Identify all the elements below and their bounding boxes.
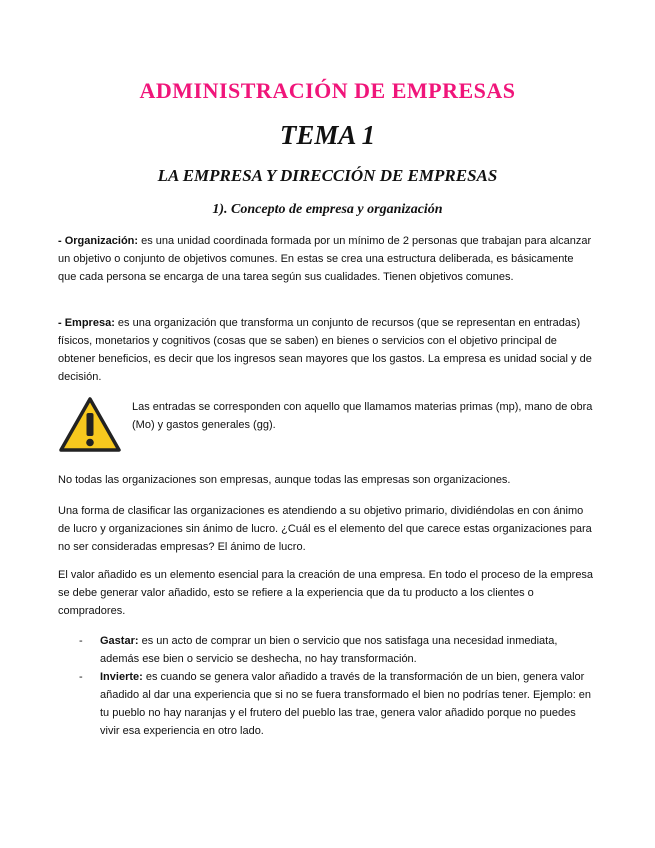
organizacion-paragraph [58, 232, 594, 286]
paragraph-clasificacion: Una forma de clasificar las organizaciones es atendiendo a su objetivo primario, dividiéndolas en con ánimo de lucro y organizaciones sin ánimo de lucro. ¿Cuál es el elemento del que carece estas organizaciones para no ser consideradas empresas? El ánimo de lucro. [58, 505, 592, 553]
document-title: ADMINISTRACIÓN DE EMPRESAS [139, 78, 516, 103]
empresa-label: - Empresa: [58, 317, 115, 329]
empresa-paragraph [58, 314, 594, 386]
gastar-label: Gastar: [100, 635, 139, 647]
chapter-subtitle: LA EMPRESA Y DIRECCIÓN DE EMPRESAS [157, 166, 498, 185]
tema-heading: TEMA 1 [279, 120, 376, 150]
invierte-text: es cuando se genera valor añadido a través de la transformación de un bien, genera valor añadido al dar una experiencia que si no se fuera transformado el bien no podrías tener. Ejemplo: en tu pueblo no hay naranjas y el frutero del pueblo las trae, genera valor añadido porque no puedes vivir esa experiencia en otro lado. [100, 671, 592, 737]
warning-text: Las entradas se corresponden con aquello que llamamos materias primas (mp), mano de obra (Mo) y gastos generales (gg). [132, 401, 593, 431]
organizacion-label: - Organización: [58, 235, 139, 247]
empresa-text: es una organización que transforma un conjunto de recursos (que se representan en entradas) físicos, monetarios y cognitivos (cosas que se saben) en bienes o servicios con el objetivo principal de obtener beneficios, es decir que los ingresos sean mayores que los gastos. La empresa es unidad social y de decisión. [58, 317, 592, 383]
invierte-label: Invierte: [100, 671, 143, 683]
list-item [58, 668, 598, 740]
paragraph-organizaciones: No todas las organizaciones son empresas, aunque todas las empresas son organizaciones. [58, 474, 511, 486]
warning-icon [58, 396, 122, 454]
definitions-list [58, 632, 598, 740]
list-item [58, 632, 598, 668]
organizacion-text: es una unidad coordinada formada por un mínimo de 2 personas que trabajan para alcanzar un objetivo o conjunto de objetivos comunes. En estas se crea una estructura deliberada, es básicamente que cada persona se encarga de una tarea según sus cualidades. Tienen objetivos comunes. [58, 235, 592, 283]
gastar-text: es un acto de comprar un bien o servicio que nos satisfaga una necesidad inmediata, además ese bien o servicio se deshecha, no hay transformación. [100, 635, 558, 665]
list-dash: - [79, 635, 83, 647]
section-heading: 1). Concepto de empresa y organización [212, 202, 443, 217]
paragraph-valor-anadido: El valor añadido es un elemento esencial para la creación de una empresa. En todo el proceso de la empresa se debe generar valor añadido, esto se refiere a la experiencia que da tu producto a los clientes o compradores. [58, 569, 594, 617]
list-dash: - [79, 671, 83, 683]
